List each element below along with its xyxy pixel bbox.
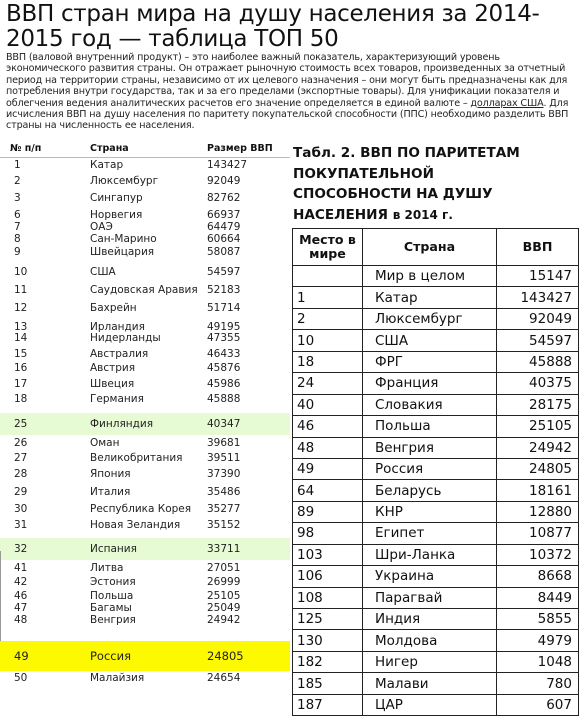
cell-country: Украина [363,566,497,587]
cell-country: Катар [90,159,124,171]
cell-value: 64479 [207,221,241,233]
table-row [293,651,579,672]
cell-value: 10877 [497,523,579,544]
table-row [293,308,579,329]
cell-value: 10372 [497,544,579,565]
cell-rank: 108 [293,587,363,608]
cell-country: Россия [90,649,132,663]
cell-value: 8668 [497,566,579,587]
intro-text-2: . Для исчисления ВВП на душу населения по паритету покупательской способности (ППС) необходимо разделить ВВП страны на численность ее населения. [6,97,569,132]
cell-value: 24942 [497,437,579,458]
cell-value: 52183 [207,284,241,296]
cell-rank: 25 [14,418,28,430]
cell-rank: 185 [293,673,363,694]
header-country: Страна [363,229,497,266]
cell-rank: 12 [14,302,28,314]
table-row [293,501,579,522]
cell-country: ОАЭ [90,221,113,233]
table-row [293,394,579,415]
table-row [0,332,290,344]
cell-rank: 1 [14,159,21,171]
cell-value: 24805 [497,458,579,479]
cell-value: 24805 [207,649,244,663]
cell-value: 24654 [207,672,241,684]
cell-value: 37390 [207,468,241,480]
table-row [293,673,579,694]
table-row [0,191,290,205]
cell-rank: 30 [14,503,28,515]
ppp-table [292,228,579,716]
cell-value: 143427 [497,287,579,308]
cell-rank: 49 [14,649,29,663]
cell-country: Шри-Ланка [363,544,497,565]
cell-value: 607 [497,694,579,715]
table-row [0,233,290,245]
cell-country: Люксембург [363,308,497,329]
cell-country: Бахрейн [90,302,137,314]
cell-rank: 182 [293,651,363,672]
ppp-table-body [293,266,579,716]
table-row [293,330,579,351]
cell-rank: 48 [14,614,28,626]
cell-rank: 130 [293,630,363,651]
cell-rank: 32 [14,543,28,555]
table-row [0,174,290,188]
cell-value: 27051 [207,562,241,574]
cell-value: 8449 [497,587,579,608]
cell-rank: 24 [293,373,363,394]
table-row [0,485,290,499]
cell-rank: 187 [293,694,363,715]
cell-country: Литва [90,562,124,574]
cell-rank: 48 [293,437,363,458]
table-row [0,671,290,685]
cell-country: ЦАР [363,694,497,715]
header-rank: № п/п [10,143,42,154]
table-row [0,602,290,614]
table-row [0,348,290,360]
table-row [0,378,290,390]
cell-rank: 26 [14,437,28,449]
table-row [293,523,579,544]
cell-country: Сингапур [90,192,143,204]
cell-rank: 31 [14,519,28,531]
cell-rank: 98 [293,523,363,544]
cell-value: 54597 [207,266,241,278]
cell-value: 45888 [497,351,579,372]
cell-country: Польша [90,590,134,602]
cell-rank: 27 [14,452,28,464]
currency-link[interactable]: долларах США [470,97,544,109]
table-row [0,467,290,481]
margin-line [0,551,5,641]
header-value: Размер ВВП [207,143,273,154]
table-row [293,566,579,587]
cell-value: 28175 [497,394,579,415]
table-row [293,630,579,651]
cell-value: 47355 [207,332,241,344]
cell-value: 35152 [207,519,241,531]
cell-value: 35486 [207,486,241,498]
cell-country: Беларусь [363,480,497,501]
cell-value: 82762 [207,192,241,204]
cell-country: Малави [363,673,497,694]
cell-value: 5855 [497,609,579,630]
cell-value: 51714 [207,302,241,314]
table-row [0,576,290,588]
cell-country: Республика Корея [90,503,192,515]
cell-country: ФРГ [363,351,497,372]
cell-country: Италия [90,486,131,498]
table-row [293,373,579,394]
cell-country: Египет [363,523,497,544]
cell-rank: 15 [14,348,28,360]
cell-rank: 14 [14,332,28,344]
table-row [293,587,579,608]
table-row-world [293,266,579,287]
cell-country: Финляндия [90,418,154,430]
cell-country: Польша [363,416,497,437]
cell-rank: 2 [14,175,21,187]
table-row [0,283,290,297]
cell-rank: 2 [293,308,363,329]
cell-rank: 46 [14,590,28,602]
cell-rank: 16 [14,362,28,374]
cell-rank: 18 [14,393,28,405]
cell-value: 66937 [207,209,241,221]
cell-value: 26999 [207,576,241,588]
cell-rank: 125 [293,609,363,630]
cell-value: 4979 [497,630,579,651]
cell-country: Германия [90,393,144,405]
cell-value: 18161 [497,480,579,501]
table-row [0,562,290,574]
table-row [0,413,290,435]
cell-country: Словакия [363,394,497,415]
table-row [0,641,290,671]
table-row [293,480,579,501]
table-row [293,458,579,479]
cell-rank: 103 [293,544,363,565]
caption-line: ПОКУПАТЕЛЬНОЙ [293,165,434,182]
intro-paragraph [6,52,578,132]
cell-country: Нидерланды [90,332,161,344]
cell-value: 40375 [497,373,579,394]
cell-rank: 40 [293,394,363,415]
table-row [0,451,290,465]
cell-rank: 47 [14,602,28,614]
caption-line [293,205,581,226]
table-row [0,590,290,602]
table-row [293,287,579,308]
cell-country: Парагвай [363,587,497,608]
cell-value: 40347 [207,418,241,430]
cell-rank: 50 [14,672,28,684]
cell-rank: 89 [293,501,363,522]
cell-value: 143427 [207,159,248,171]
cell-country: Великобритания [90,452,183,464]
cell-country: Австрия [90,362,136,374]
cell-value: 33711 [207,543,241,555]
cell-country: Молдова [363,630,497,651]
table-row [0,265,290,279]
table-row [293,351,579,372]
table-row [0,158,290,172]
cell-value: 58087 [207,246,241,258]
cell-rank: 11 [14,284,28,296]
cell-country: Венгрия [90,614,136,626]
header-country: Страна [90,143,129,154]
table-row [293,416,579,437]
table-row [293,609,579,630]
cell-country: Нигер [363,651,497,672]
cell-value: 54597 [497,330,579,351]
cell-country: КНР [363,501,497,522]
caption-line: СПОСОБНОСТИ НА ДУШУ [293,186,493,202]
table-row [293,694,579,715]
ppp-table-caption [292,143,581,225]
cell-rank: 9 [14,246,21,258]
cell-rank: 29 [14,486,28,498]
cell-country: Австралия [90,348,149,360]
cell-country: Франция [363,373,497,394]
cell-value: 12880 [497,501,579,522]
cell-value: 49195 [207,321,241,333]
cell-value: 46433 [207,348,241,360]
cell-country: Катар [363,287,497,308]
intro-text-1: ВВП (валовой внутренний продукт) – это наиболее важный показатель, характеризующий уровень экономического развития страны. Он отражает рыночную стоимость всех товаров, произведенных за отчетный период на территории страны, независимо от их целевого назначения – они могут быть предназначены как для потребления внутри государства, так и за его пределами (экспортные товары). Для унификации показателя и облегчения ведения аналитических расчетов его значение определяется в единой валюте – [6,52,568,109]
cell-value: 45876 [207,362,241,374]
table-row [293,437,579,458]
header-rank: Место в мире [293,229,363,266]
cell-country: Багамы [90,602,132,614]
cell-country: Люксембург [90,175,159,187]
cell-country: Мир в целом [363,266,497,287]
cell-rank: 41 [14,562,28,574]
cell-value: 45888 [207,393,241,405]
cell-value: 25105 [497,416,579,437]
cell-country: Швейцария [90,246,155,258]
cell-rank: 1 [293,287,363,308]
cell-rank: 17 [14,378,28,390]
cell-value: 25105 [207,590,241,602]
table-row [0,301,290,315]
caption-year: в 2014 г. [392,207,453,222]
cell-rank: 10 [293,330,363,351]
cell-value: 60664 [207,233,241,245]
cell-value: 92049 [207,175,241,187]
cell-rank: 106 [293,566,363,587]
table-row [0,209,290,221]
cell-rank: 49 [293,458,363,479]
cell-rank: 3 [14,192,21,204]
cell-rank: 42 [14,576,28,588]
cell-rank: 46 [293,416,363,437]
cell-rank: 6 [14,209,21,221]
cell-rank [293,266,363,287]
cell-country: Норвегия [90,209,143,221]
table-row [0,246,290,258]
caption-line-text: НАСЕЛЕНИЯ [293,206,388,223]
cell-value: 780 [497,673,579,694]
cell-country: США [90,266,116,278]
cell-value: 45986 [207,378,241,390]
cell-rank: 64 [293,480,363,501]
cell-value: 35277 [207,503,241,515]
cell-value: 24942 [207,614,241,626]
left-table-header [0,141,290,158]
cell-country: Венгрия [363,437,497,458]
cell-rank: 18 [293,351,363,372]
cell-rank: 10 [14,266,28,278]
cell-country: Эстония [90,576,136,588]
table-row [0,362,290,374]
cell-country: Швеция [90,378,135,390]
cell-rank: 13 [14,321,28,333]
header-value: ВВП [497,229,579,266]
table-row [0,436,290,450]
page-title: ВВП стран мира на душу населения за 2014-2015 год — таблица ТОП 50 [6,1,540,52]
table-row [0,393,290,405]
table-row [0,538,290,560]
cell-country: Индия [363,609,497,630]
cell-rank: 8 [14,233,21,245]
cell-country: Испания [90,543,137,555]
table-row [0,614,290,626]
caption-line: Табл. 2. ВВП ПО ПАРИТЕТАМ [293,145,520,161]
cell-rank: 28 [14,468,28,480]
cell-value: 1048 [497,651,579,672]
cell-country: США [363,330,497,351]
cell-value: 25049 [207,602,241,614]
gdp-top50-table [0,141,290,700]
table-row [293,544,579,565]
cell-country: Япония [90,468,131,480]
cell-value: 39681 [207,437,241,449]
ppp-table-block [292,143,581,713]
table-row [0,221,290,233]
cell-rank: 7 [14,221,21,233]
cell-country: Россия [363,458,497,479]
cell-country: Сан-Марино [90,233,157,245]
ppp-table-header [293,229,579,266]
cell-country: Оман [90,437,120,449]
cell-country: Саудовская Аравия [90,284,198,296]
cell-country: Малайзия [90,672,145,684]
cell-value: 15147 [497,266,579,287]
table-row [0,518,290,532]
table-row [0,502,290,516]
cell-country: Ирландия [90,321,145,333]
cell-value: 39511 [207,452,241,464]
cell-value: 92049 [497,308,579,329]
cell-country: Новая Зеландия [90,519,181,531]
